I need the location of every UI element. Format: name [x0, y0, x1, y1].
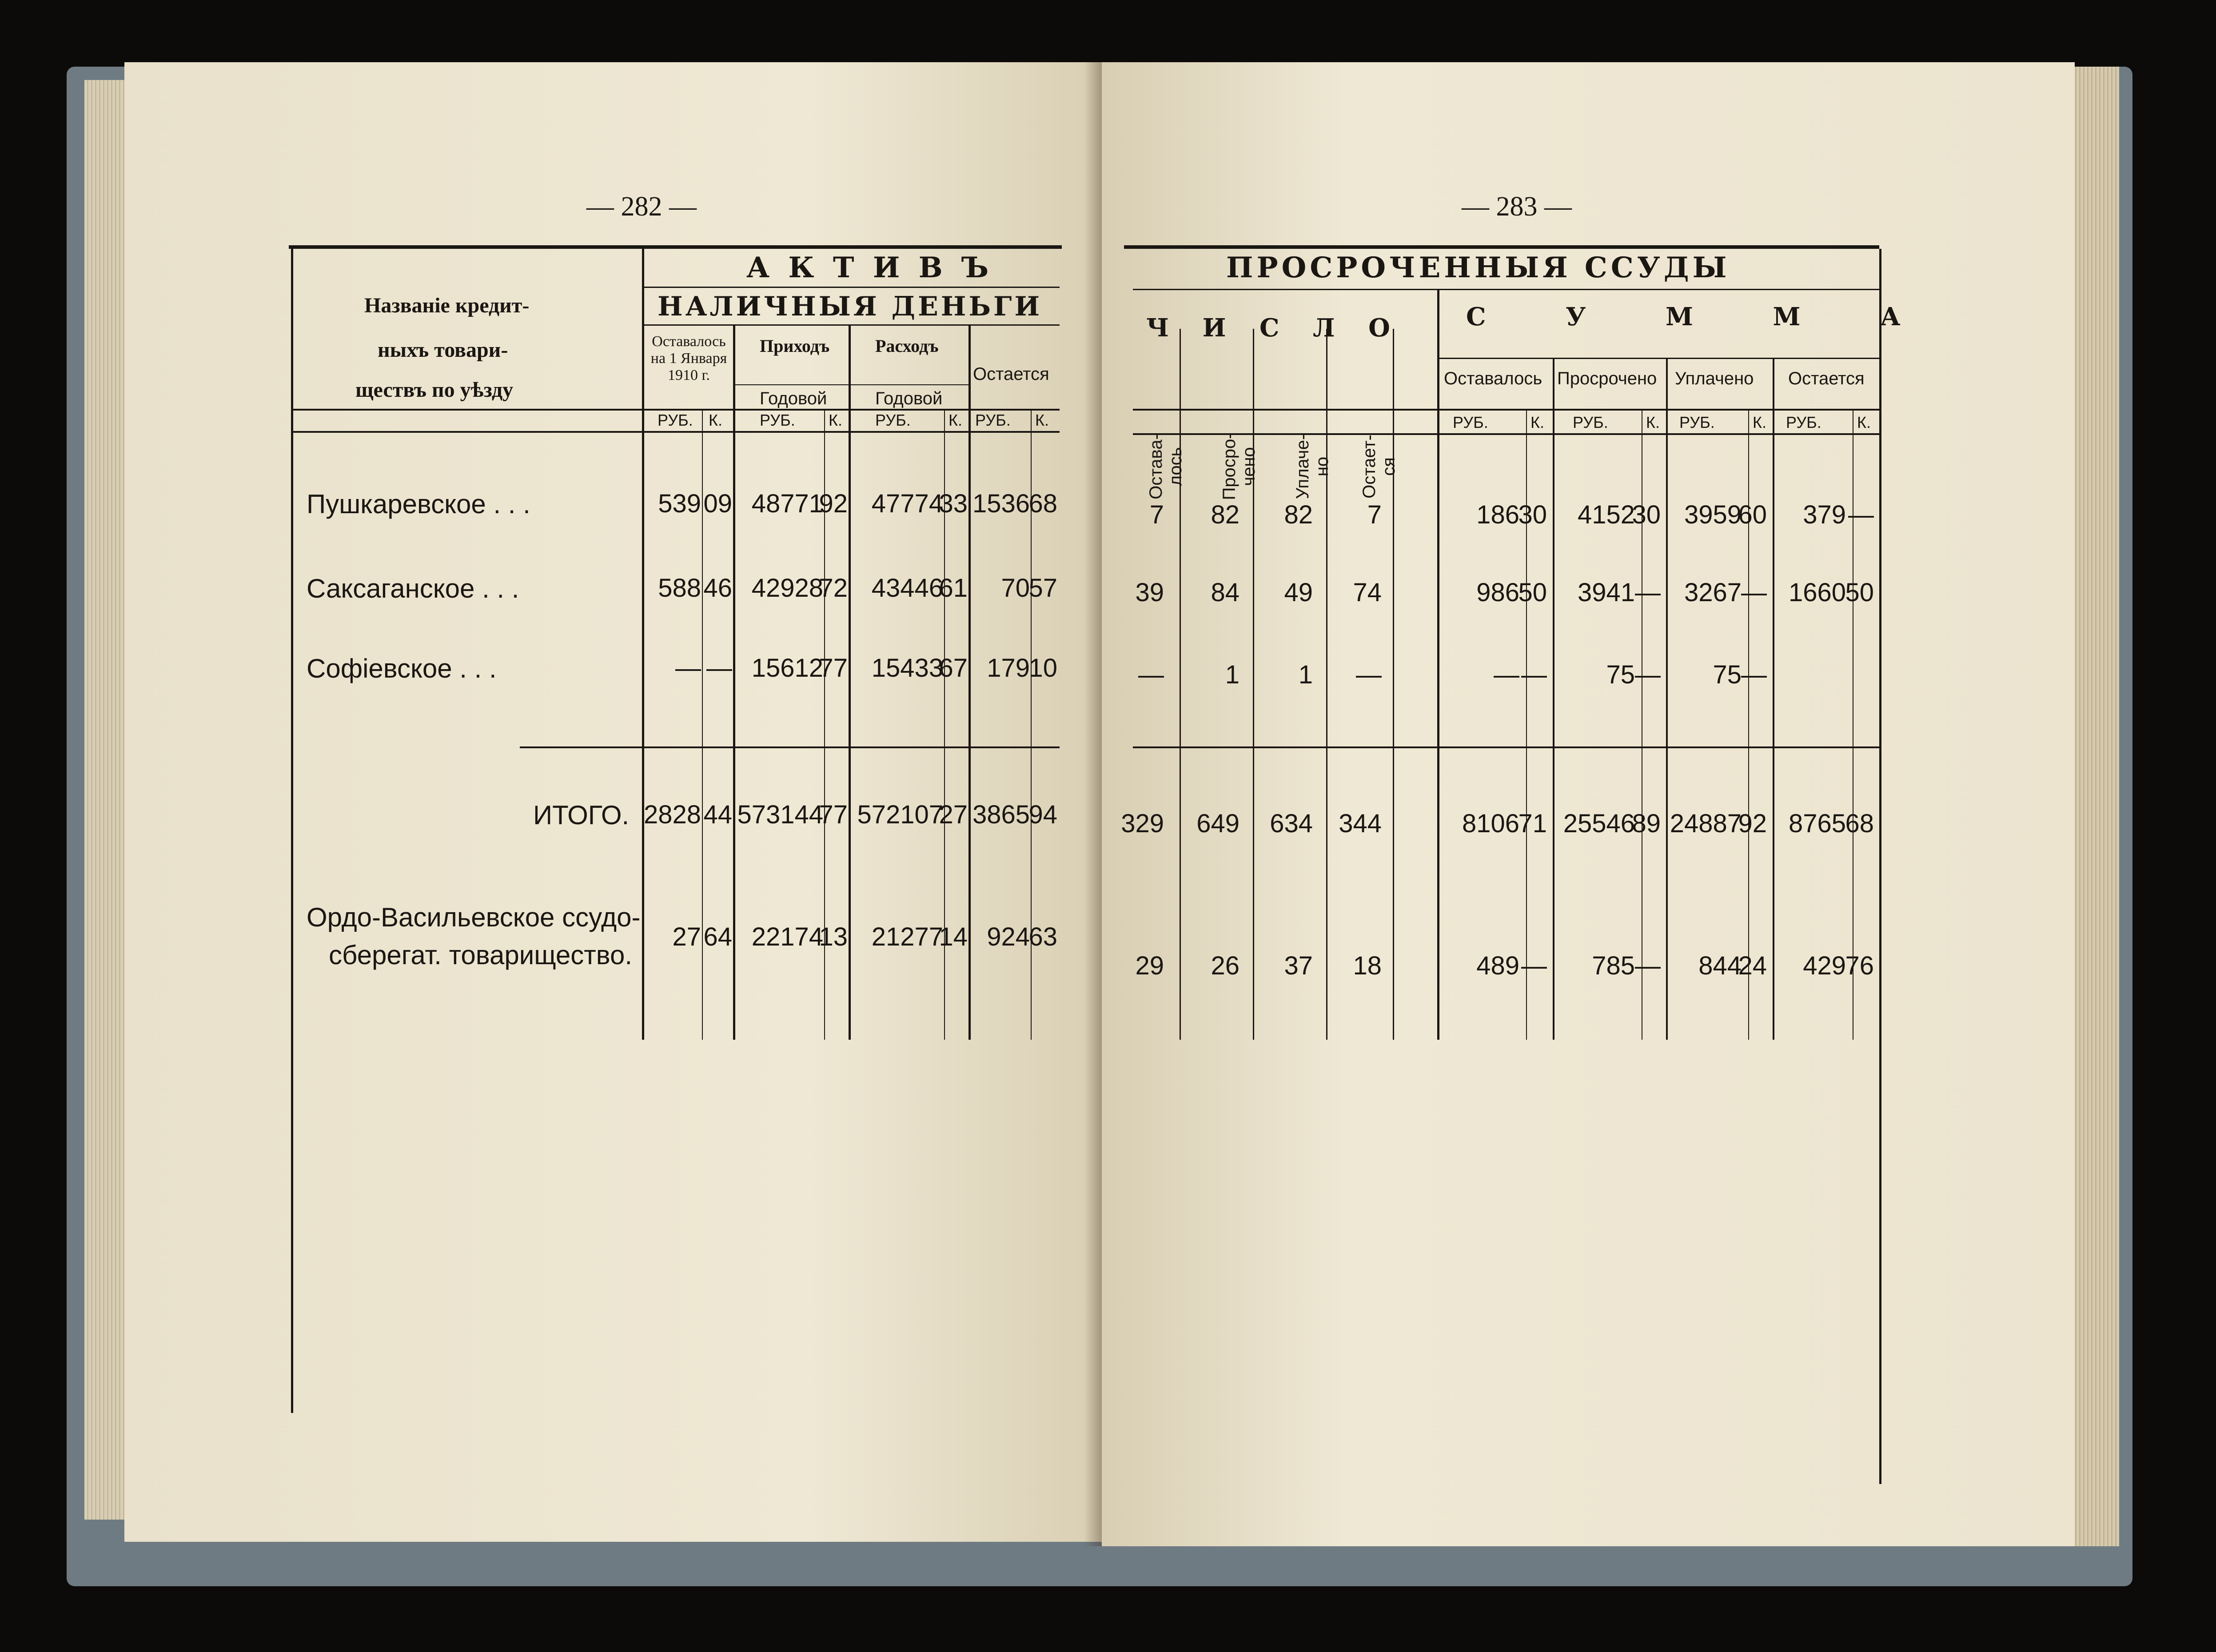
r-unit-rub-3: РУБ. [1679, 413, 1715, 431]
cell-r3-c10: 8765 [1788, 809, 1846, 838]
cell-r4-c5: 14 [939, 922, 968, 951]
summa-col-1: Просрочено [1557, 369, 1657, 388]
page-number-282: — 282 — [586, 192, 697, 222]
cell-r4-c3: 13 [819, 922, 848, 951]
name-header-3: ществъ по уѣзду [355, 378, 514, 402]
r-unit-kop-4: К. [1857, 413, 1871, 431]
sum-div-1 [1553, 358, 1554, 1040]
unit-kop-2: К. [829, 411, 842, 429]
unit-rub-1: РУБ. [658, 411, 693, 429]
income-header: Приходъ [760, 336, 830, 356]
cell-r4-c4: 21277 [871, 922, 943, 951]
cell-r0-c2: 82 [1284, 500, 1313, 529]
r-unit-rub-4: РУБ. [1786, 413, 1821, 431]
cell-r2-c7: — [1635, 660, 1661, 689]
cell-r1-c1: 84 [1211, 578, 1240, 607]
cell-r4-c0: 29 [1135, 951, 1164, 980]
cell-r4-c10: 429 [1803, 951, 1846, 980]
cell-r3-c2: 634 [1270, 809, 1313, 838]
sum-div-2 [1666, 358, 1668, 1040]
cell-r3-c4: 572107 [857, 800, 943, 829]
cell-r3-c8: 24887 [1670, 809, 1742, 838]
col-div-3 [969, 324, 971, 1040]
summa-col-2: Уплачено [1675, 369, 1754, 388]
cell-r3-c5: 27 [939, 800, 968, 829]
cell-r3-c0: 2828 [643, 800, 701, 829]
cell-r1-c7: 57 [1028, 574, 1057, 603]
cell-r4-c7: 63 [1028, 922, 1057, 951]
unit-kop-4: К. [1035, 411, 1049, 429]
chislo-col-1: Просро- чено [1220, 433, 1259, 500]
cell-r3-c7: 89 [1632, 809, 1661, 838]
cell-r1-c3: 72 [819, 574, 848, 603]
cell-r2-c0: — [1138, 660, 1164, 689]
cell-r0-c2: 48771 [751, 489, 823, 518]
r-unit-rub-1: РУБ. [1453, 413, 1488, 431]
cell-r0-c0: 7 [1149, 500, 1164, 529]
top-rule [289, 245, 1062, 249]
summa-col-3: Остается [1788, 369, 1865, 388]
unit-kop-1: К. [709, 411, 722, 429]
cell-r0-c6: 4152 [1577, 500, 1635, 529]
cell-r1-c3: 74 [1353, 578, 1382, 607]
remains-header: Остается [973, 364, 1049, 384]
col-div-1 [733, 324, 735, 1040]
group-divider [642, 324, 1060, 326]
cell-r0-c7: 68 [1028, 489, 1057, 518]
cell-r2-c9: — [1741, 660, 1767, 689]
cell-r3-c9: 92 [1738, 809, 1767, 838]
cell-r3-c3: 344 [1339, 809, 1382, 838]
cell-r1-c0: 39 [1135, 578, 1164, 607]
cell-r2-c2: 15612 [751, 654, 823, 682]
cell-r2-c5: 67 [939, 654, 968, 682]
cell-r4-c3: 18 [1353, 951, 1382, 980]
overdue-title: ПРОСРОЧЕННЫЯ ССУДЫ [1226, 251, 1730, 284]
subtotal-rule [520, 746, 1060, 748]
cell-r3-c7: 94 [1028, 800, 1057, 829]
name-header-2: ныхъ товари- [378, 338, 508, 362]
cell-r1-c6: 3941 [1577, 578, 1635, 607]
aktiv-divider [642, 287, 1060, 288]
sum-div-3 [1773, 358, 1774, 1040]
cell-r4-c6: 785 [1592, 951, 1635, 980]
cell-r1-c1: 46 [703, 574, 732, 603]
cell-r4-c0: 27 [672, 922, 701, 951]
cell-r1-c10: 1660 [1788, 578, 1846, 607]
cell-r0-c7: 30 [1632, 500, 1661, 529]
cell-r1-c2: 49 [1284, 578, 1313, 607]
unit-kop-3: К. [949, 411, 962, 429]
cell-r4-c7: — [1635, 951, 1661, 980]
total-label: ИТОГО. [533, 800, 630, 830]
cell-r3-c0: 329 [1121, 809, 1164, 838]
cash-title: НАЛИЧНЫЯ ДЕНЬГИ [658, 291, 1043, 322]
band-divider [1133, 289, 1879, 290]
cell-r3-c1: 649 [1196, 809, 1240, 838]
top-rule-right [1124, 245, 1879, 249]
cell-r1-c11: 50 [1845, 578, 1874, 607]
unit-rub-2: РУБ. [760, 411, 795, 429]
cell-r0-c5: 33 [939, 489, 968, 518]
yearly-divider [733, 384, 969, 385]
cell-r0-c8: 3959 [1684, 500, 1742, 529]
row-name-1: Саксаганское . . . [307, 574, 519, 603]
cell-r1-c5: 50 [1518, 578, 1547, 607]
cell-r2-c3: — [1356, 660, 1382, 689]
summa-col-0: Оставалось [1444, 369, 1542, 388]
cell-r3-c2: 573144 [737, 800, 823, 829]
unit-rub-3: РУБ. [875, 411, 911, 429]
summa-left [1437, 289, 1439, 1040]
cell-r2-c3: 77 [819, 654, 848, 682]
cell-r0-c1: 09 [703, 489, 732, 518]
cell-r4-c8: 844 [1698, 951, 1742, 980]
cell-r3-c1: 44 [703, 800, 732, 829]
cell-r3-c6: 25546 [1563, 809, 1635, 838]
balance-header: Оставалось на 1 Января 1910 г. [650, 333, 727, 383]
r-unit-rub-2: РУБ. [1573, 413, 1608, 431]
cell-r1-c5: 61 [939, 574, 968, 603]
extra-name-2: сберегат. товарищество. [329, 940, 632, 970]
cell-r1-c8: 3267 [1684, 578, 1742, 607]
cell-r4-c1: 26 [1211, 951, 1240, 980]
cell-r4-c4: 489 [1476, 951, 1519, 980]
cell-r1-c2: 42928 [751, 574, 823, 603]
cell-r1-c0: 588 [658, 574, 701, 603]
name-col-divider [642, 249, 644, 1040]
cell-r3-c6: 3865 [972, 800, 1030, 829]
expense-yearly: Годовой [875, 389, 943, 408]
cell-r3-c5: 71 [1518, 809, 1547, 838]
income-yearly: Годовой [760, 389, 827, 408]
cell-r0-c9: 60 [1738, 500, 1767, 529]
cell-r4-c11: 76 [1845, 951, 1874, 980]
unit-rub-4: РУБ. [975, 411, 1011, 429]
cell-r2-c4: 15433 [871, 654, 943, 682]
chislo-col-2: Уплаче- но [1293, 434, 1332, 499]
expense-header: Расходъ [875, 336, 939, 356]
right-border [1879, 249, 1881, 1484]
cell-r4-c1: 64 [703, 922, 732, 951]
aktiv-title: А К Т И В Ъ [746, 251, 993, 284]
chislo-col-3: Остает- ся [1359, 435, 1399, 499]
left-page [124, 62, 1102, 1542]
cell-r3-c11: 68 [1845, 809, 1874, 838]
cell-r2-c5: — [1521, 660, 1547, 689]
cell-r0-c3: 92 [819, 489, 848, 518]
cell-r2-c7: 10 [1028, 654, 1057, 682]
cell-r0-c4: 47774 [871, 489, 943, 518]
chislo-title: Ч И С Л О [1146, 313, 1403, 343]
cell-r2-c0: — [675, 654, 701, 682]
cell-r2-c4: — [1494, 660, 1519, 689]
cell-r4-c5: — [1521, 951, 1547, 980]
cell-r2-c8: 75 [1713, 660, 1742, 689]
cell-r1-c6: 70 [1001, 574, 1030, 603]
right-page [1102, 62, 2075, 1546]
cell-r0-c10: 379 [1803, 500, 1846, 529]
r-unit-kop-1: К. [1530, 413, 1544, 431]
summa-title: С У М М А [1466, 302, 1936, 331]
cell-r0-c3: 7 [1367, 500, 1382, 529]
cell-r1-c4: 986 [1476, 578, 1519, 607]
cell-r0-c1: 82 [1211, 500, 1240, 529]
r-unit-kop-2: К. [1646, 413, 1660, 431]
cell-r0-c11: — [1848, 500, 1874, 529]
cell-r4-c6: 924 [987, 922, 1030, 951]
summa-divider [1437, 358, 1879, 359]
units-top-right [1133, 409, 1879, 411]
page-number-283: — 283 — [1462, 192, 1572, 222]
cell-r0-c5: 30 [1518, 500, 1547, 529]
cell-r4-c2: 22174 [751, 922, 823, 951]
r-unit-kop-3: К. [1753, 413, 1766, 431]
cell-r0-c0: 539 [658, 489, 701, 518]
cell-r0-c6: 1536 [972, 489, 1030, 518]
chislo-col-0: Остава- лось [1146, 434, 1185, 499]
cell-r1-c4: 43446 [871, 574, 943, 603]
cell-r1-c7: — [1635, 578, 1661, 607]
cell-r0-c4: 186 [1476, 500, 1519, 529]
extra-name-1: Ордо-Васильевское ссудо- [307, 902, 641, 932]
row-name-2: Софіевское . . . [307, 654, 497, 683]
kop-div-1 [702, 409, 703, 1040]
cell-r2-c6: 75 [1606, 660, 1635, 689]
cell-r2-c1: 1 [1225, 660, 1240, 689]
cell-r2-c1: — [706, 654, 732, 682]
cell-r1-c9: — [1741, 578, 1767, 607]
name-header-1: Названіе кредит- [364, 294, 530, 317]
left-border [291, 249, 293, 1413]
cell-r3-c3: 77 [819, 800, 848, 829]
cell-r4-c9: 24 [1738, 951, 1767, 980]
row-name-0: Пушкаревское . . . [307, 489, 530, 519]
subtotal-rule-right [1133, 746, 1879, 748]
cell-r4-c2: 37 [1284, 951, 1313, 980]
cell-r2-c6: 179 [987, 654, 1030, 682]
cell-r2-c2: 1 [1298, 660, 1313, 689]
cell-r3-c4: 8106 [1462, 809, 1519, 838]
col-div-2 [849, 324, 851, 1040]
